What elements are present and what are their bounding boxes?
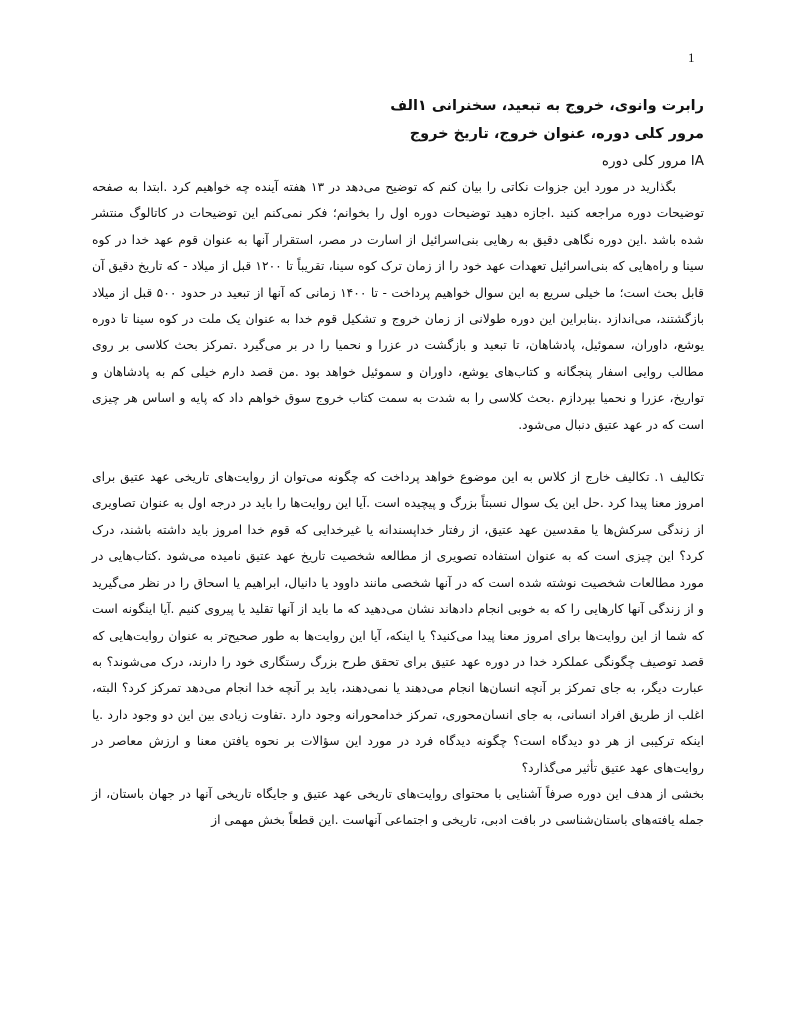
document-body: [92, 92, 704, 834]
paragraph-assignments: تکالیف ۱. تکالیف خارج از کلاس به این موضوع خواهد پرداخت که چگونه می‌توان از روایت‌های تاریخی عهد عتیق برای امروز معنا پیدا کرد .حل این یک سوال نسبتاً بزرگ و پیچیده است .آیا این روایت‌ها را باید در درجه اول به عنوان تصاویری از زندگی سرکش‌ها یا مقدسین عهد عتیق، از رفتار خداپسندانه یا غیرخدایی که قوم خدا امروز باید داشته باشند، درک کرد؟ این چیزی است که به عنوان استفاده تصویری از مطالعه شخصیت تاریخ عهد عتیق نامیده می‌شود .کتاب‌هایی در مورد مطالعات شخصیت نوشته شده است که در آنها شخصی مانند داوود یا دانیال، ابراهیم یا اسحاق را در نظر می‌گیرید و از زندگی آنها کارهایی را که به خوبی انجام دادهاند نشان می‌دهید که ما باید از آنها تقلید یا پیروی کنیم .آیا اینگونه است که شما از این روایت‌ها برای امروز معنا پیدا می‌کنید؟ یا اینکه، آیا این روایت‌ها به طور صحیح‌تر به عنوان روایت‌هایی که قصد توصیف چگونگی عملکرد خدا در دوره عهد عتیق برای تحقق طرح بزرگ رستگاری خود را دارند، درک می‌شوند؟ به عبارت دیگر، به جای تمرکز بر آنچه انسان‌ها انجام می‌دهند یا نمی‌دهند، باید بر آنچه خدا انجام می‌دهد تمرکز کرد؟ البته، اغلب از طریق افراد انسانی، به جای انسان‌محوری، تمرکز خدامحورانه وجود دارد .تفاوت زیادی بین این دو وجود دارد .یا اینکه ترکیبی از هر دو دیدگاه است؟ چگونه دیدگاه فرد در مورد این سؤالات بر نحوه یافتن معنا و ارزش معاصر در روایت‌های عهد عتیق تأثیر می‌گذارد؟: [92, 470, 704, 775]
paragraph-course-goal: بخشی از هدف این دوره صرفاً آشنایی با محتوای روایت‌های تاریخی عهد عتیق و جایگاه تاریخی آنها در جهان باستان، از جمله یافته‌های باستان‌شناسی در بافت ادبی، تاریخی و اجتماعی آنهاست .این قطعاً بخش مهمی از: [92, 786, 704, 828]
document-subtitle: مرور کلی دوره، عنوان خروج، تاریخ خروج: [409, 126, 704, 142]
document-title: رابرت وانوی، خروج به تبعید، سخنرانی ۱الف: [390, 98, 704, 114]
section-heading: IA مرور کلی دوره: [601, 153, 704, 169]
paragraph-spacer: [92, 438, 704, 464]
paragraph-course-overview: بگذارید در مورد این جزوات نکاتی را بیان کنم که توضیح می‌دهد در ۱۳ هفته آینده چه خواهیم کرد .ابتدا به صفحه توضیحات دوره مراجعه کنید .اجازه دهید توضیحات دوره اول را بخوانم؛ فکر نمی‌کنم این توضیحات در کاتالوگ منتشر شده باشد .این دوره نگاهی دقیق به رهایی بنی‌اسرائیل از اسارت در مصر، استقرار آنها به عنوان قوم عهد خدا در کوه سینا و راه‌هایی که بنی‌اسرائیل تعهدات عهد خود را از زمان ترک کوه سینا، تقریباً تا ۱۲۰۰ قبل از میلاد - که تاریخ دقیق آن قابل بحث است؛ ما خیلی سریع به این سوال خواهیم پرداخت - تا ۱۴۰۰ زمانی که آنها از تبعید در حدود ۵۰۰ قبل از میلاد بازگشتند، می‌اندازد .بنابراین این دوره طولانی از زمان خروج و تشکیل قوم خدا به عنوان یک ملت در کوه سینا تا دوره یوشع، داوران، سموئیل، پادشاهان، تا تبعید و بازگشت در عزرا و نحمیا را در بر می‌گیرد .تمرکز بحث کلاسی بر روی مطالب روایی اسفار پنجگانه و کتاب‌های یوشع، داوران و سموئیل خواهد بود .من قصد دارم خیلی کم به پادشاهان و تواریخ، عزرا و نحمیا بپردازم .بحث کلاسی را به شدت به سمت کتاب خروج سوق خواهم داد که پایه و اساس هر چیزی است که در عهد عتیق دنبال می‌شود.: [92, 180, 704, 432]
page-number: 1: [688, 50, 695, 65]
